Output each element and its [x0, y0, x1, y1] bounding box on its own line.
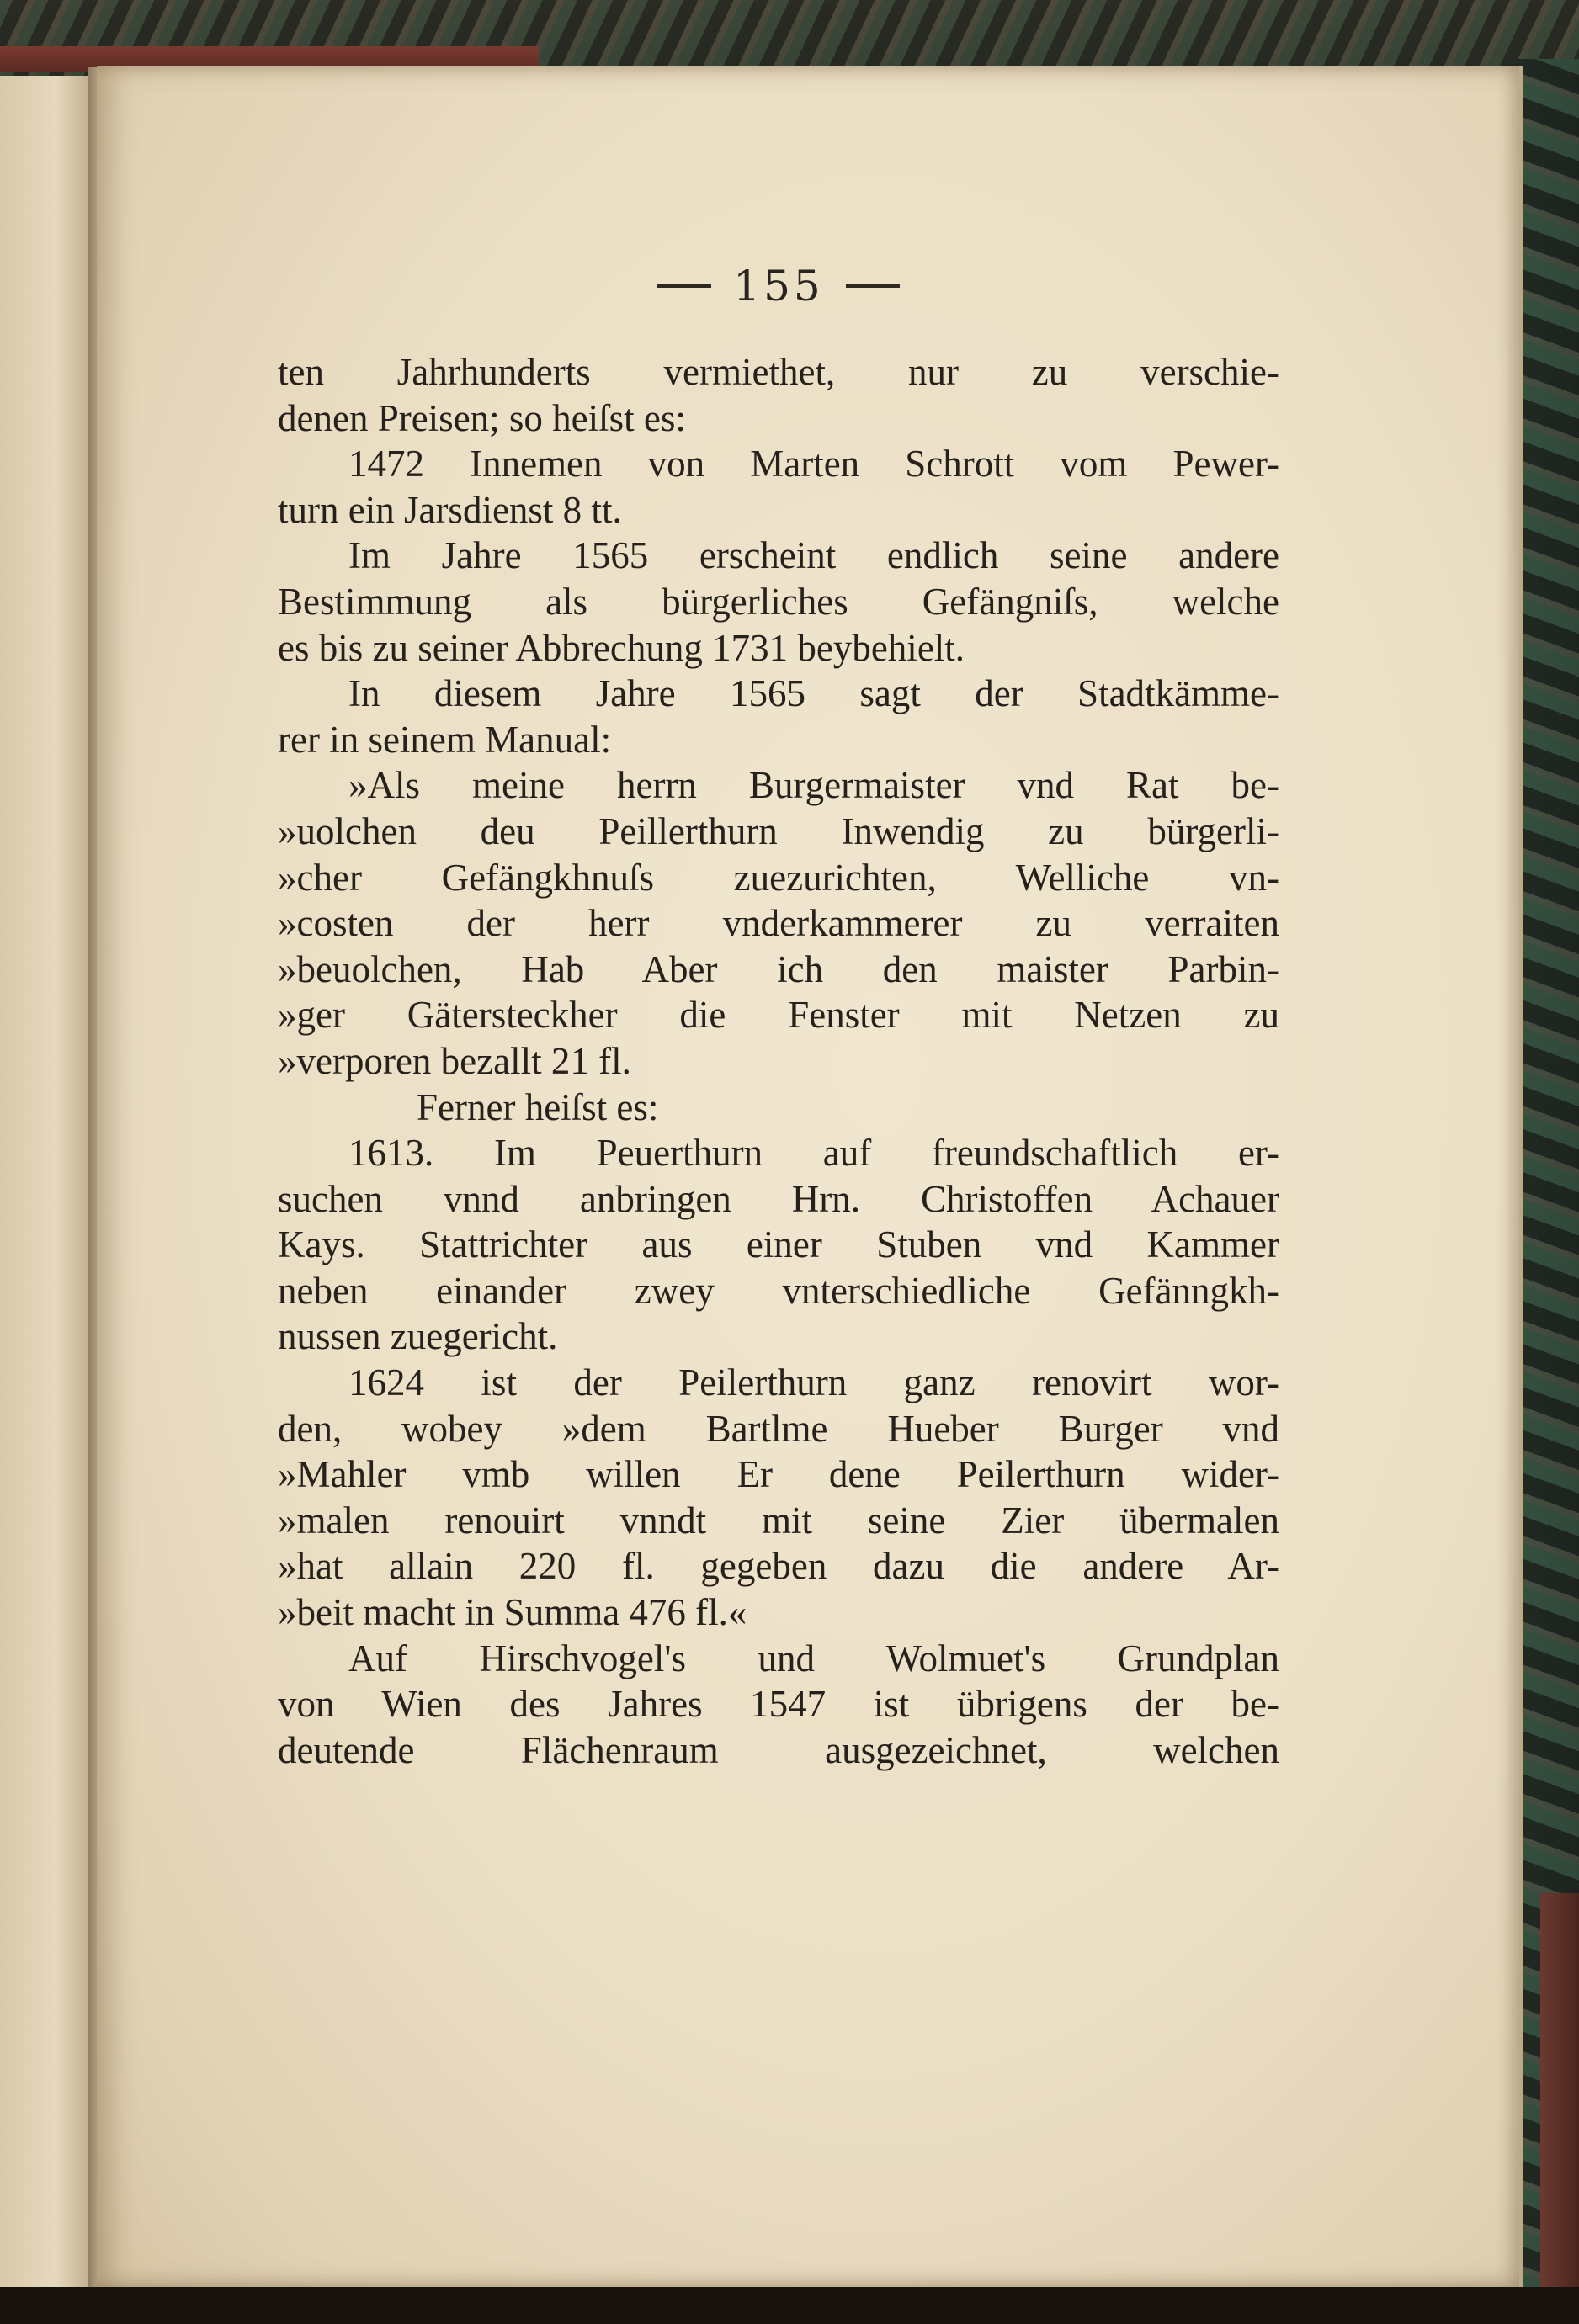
page-number: 155 — [733, 262, 824, 310]
text-line: turn ein Jarsdienst 8 tt. — [278, 488, 622, 531]
facing-page-edge — [0, 76, 94, 2297]
text-line: es bis zu seiner Abbrechung 1731 beybehielt. — [278, 626, 965, 669]
body-text — [278, 349, 1279, 1773]
text-line: In diesem Jahre 1565 sagt der Stadtkämme- — [348, 672, 1279, 715]
text-line: denen Preisen; so heiſst es: — [278, 396, 686, 439]
text-line: suchen vnnd anbringen Hrn. Christoffen Achauer — [278, 1177, 1279, 1220]
bottom-background — [0, 2287, 1579, 2324]
text-line: den, wobey »dem Bartlme Hueber Burger vnd — [278, 1407, 1279, 1450]
text-line: 1472 Innemen von Marten Schrott vom Pewer- — [348, 443, 1279, 485]
text-line: neben einander zwey vnterschiedliche Gefänngkh- — [278, 1269, 1279, 1312]
text-line: Auf Hirschvogel's und Wolmuet's Grundplan — [348, 1637, 1279, 1679]
text-line: Kays. Stattrichter aus einer Stuben vnd Kammer — [278, 1223, 1279, 1266]
text-line: Ferner heiſst es: — [417, 1085, 659, 1128]
dash-left — [657, 284, 711, 288]
text-line: nussen zuegericht. — [278, 1315, 558, 1358]
text-line: »Als meine herrn Burgermaister vnd Rat be- — [348, 764, 1279, 807]
text-line: rer in seinem Manual: — [278, 718, 612, 761]
text-line: ten Jahrhunderts vermiethet, nur zu verschie- — [278, 351, 1279, 393]
text-line: »costen der herr vnderkammerer zu verraiten — [278, 902, 1279, 945]
text-line: Im Jahre 1565 erscheint endlich seine andere — [348, 534, 1279, 577]
running-head — [619, 252, 938, 320]
text-line: »beuolchen, Hab Aber ich den maister Parbin- — [278, 947, 1279, 990]
text-line: »hat allain 220 fl. gegeben dazu die andere Ar- — [278, 1545, 1279, 1588]
text-line: »malen renouirt vnndt mit seine Zier übermalen — [278, 1499, 1279, 1541]
text-line: »ger Gätersteckher die Fenster mit Netzen zu — [278, 994, 1279, 1037]
text-line: »beit macht in Summa 476 fl.« — [278, 1591, 747, 1634]
text-line: »Mahler vmb willen Er dene Peilerthurn wider- — [278, 1453, 1279, 1496]
text-line: »verporen bezallt 21 fl. — [278, 1039, 631, 1082]
text-line: »cher Gefängkhnuſs zuezurichten, Welliche vn- — [278, 856, 1279, 899]
text-line: deutende Flächenraum ausgezeichnet, welchen — [278, 1728, 1279, 1771]
text-line: 1613. Im Peuerthurn auf freundschaftlich er- — [348, 1132, 1279, 1175]
text-line: »uolchen deu Peillerthurn Inwendig zu bürgerli- — [278, 809, 1279, 852]
text-line: 1624 ist der Peilerthurn ganz renovirt wor- — [348, 1361, 1279, 1404]
text-line: von Wien des Jahres 1547 ist übrigens der be- — [278, 1683, 1279, 1726]
dash-right — [846, 284, 900, 288]
text-line: Bestimmung als bürgerliches Gefängniſs, welche — [278, 580, 1279, 623]
